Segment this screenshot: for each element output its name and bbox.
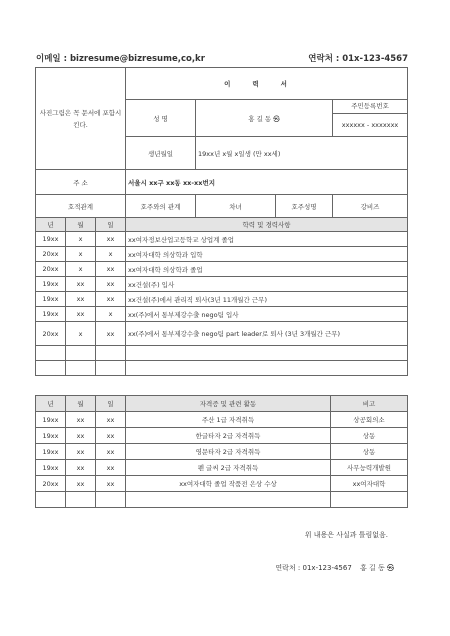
relation-label: 호주와의 관계: [126, 195, 196, 218]
certs-note: xx여자대학: [331, 476, 408, 492]
certs-empty-row: [36, 492, 408, 508]
certs-day: xx: [96, 460, 126, 476]
history-content: xx(주)에서 통부제강수출 nego팀 입사: [126, 307, 408, 322]
history-content: xx여자대학 의상학과 입학: [126, 247, 408, 262]
name-label: 성 명: [126, 100, 196, 137]
history-year: 19xx: [36, 292, 66, 307]
history-col-day: 일: [96, 218, 126, 232]
history-row: [36, 292, 408, 307]
certs-year: 19xx: [36, 428, 66, 444]
history-day: xx: [96, 292, 126, 307]
empty-cell: [96, 346, 126, 361]
header-email: 이메일 : bizresume@bizresume,co,kr: [36, 54, 205, 64]
photo-box: [36, 68, 126, 170]
history-col-year: 년: [36, 218, 66, 232]
empty-cell: [96, 492, 126, 508]
certs-content: xx여자대학 졸업 작품전 은상 수상: [126, 476, 331, 492]
certs-col-year: 년: [36, 396, 66, 412]
certs-year: 19xx: [36, 460, 66, 476]
head-label: 호주성명: [276, 195, 333, 218]
certs-day: xx: [96, 476, 126, 492]
resume-table: [35, 67, 408, 376]
certs-note: 사무능력개발원: [331, 460, 408, 476]
history-empty-row: [36, 361, 408, 376]
history-month: x: [66, 322, 96, 346]
certs-month: xx: [66, 428, 96, 444]
certs-content: 영문타자 2급 자격취득: [126, 444, 331, 460]
address-value: 서울시 xx구 xx동 xx-xx번지: [126, 170, 408, 195]
empty-cell: [36, 492, 66, 508]
history-row: [36, 307, 408, 322]
history-day: xx: [96, 322, 126, 346]
history-day: x: [96, 307, 126, 322]
history-year: 20xx: [36, 322, 66, 346]
certs-note: 상동: [331, 444, 408, 460]
head-value: 강비즈: [333, 195, 408, 218]
page-title: 이력서: [126, 68, 408, 100]
birth-value: 19xx년 x월 x일생 (만 xx세): [196, 137, 408, 170]
certs-note: 상동: [331, 428, 408, 444]
certs-row: [36, 428, 408, 444]
history-row: [36, 232, 408, 247]
certs-note: 상공회의소: [331, 412, 408, 428]
empty-cell: [66, 346, 96, 361]
photo-note: 사진그림은 꼭 문서에 포함시킨다.: [39, 108, 122, 129]
footer-contact: [269, 563, 394, 573]
certs-row: [36, 444, 408, 460]
certs-content: 주산 1급 자격취득: [126, 412, 331, 428]
certs-year: 19xx: [36, 412, 66, 428]
certs-month: xx: [66, 412, 96, 428]
certs-month: xx: [66, 460, 96, 476]
empty-cell: [126, 361, 408, 376]
footer-note: 위 내용은 사실과 틀림없음.: [304, 531, 388, 539]
certs-month: xx: [66, 476, 96, 492]
relation-value: 차녀: [196, 195, 276, 218]
history-year: 20xx: [36, 262, 66, 277]
certs-row: [36, 476, 408, 492]
history-day: x: [96, 247, 126, 262]
ssn-label: 주민등록번호: [333, 100, 407, 114]
address-label: 주 소: [36, 170, 126, 195]
empty-cell: [331, 492, 408, 508]
footer-signature: 홍 길 동 ㉿: [360, 564, 394, 572]
certs-day: xx: [96, 444, 126, 460]
certs-month: xx: [66, 444, 96, 460]
history-month: xx: [66, 292, 96, 307]
history-content: xx건설(주)에서 관리직 퇴사(3년 11개월간 근무): [126, 292, 408, 307]
history-year: 19xx: [36, 277, 66, 292]
history-col-content: 학력 및 경력사항: [126, 218, 408, 232]
certs-row: [36, 412, 408, 428]
history-content: xx(주)에서 통부제강수출 nego팀 part leader로 퇴사 (3년 3개월간 근무): [126, 322, 408, 346]
history-content: xx여자대학 의상학과 졸업: [126, 262, 408, 277]
name-value: 홍 길 동 ㉿: [196, 100, 333, 137]
certs-col-day: 일: [96, 396, 126, 412]
empty-cell: [126, 346, 408, 361]
history-col-month: 월: [66, 218, 96, 232]
history-month: x: [66, 262, 96, 277]
family-label: 호적관계: [36, 195, 126, 218]
history-content: xx건설(주) 입사: [126, 277, 408, 292]
certs-row: [36, 460, 408, 476]
history-content: xx여자정보산업고등학교 상업계 졸업: [126, 232, 408, 247]
history-month: x: [66, 247, 96, 262]
empty-cell: [96, 361, 126, 376]
header-contact: 연락처 : 01x-123-4567: [308, 54, 408, 64]
certs-content: 펜 글씨 2급 자격취득: [126, 460, 331, 476]
ssn-value: xxxxxx - xxxxxxx: [341, 121, 399, 129]
history-year: 19xx: [36, 232, 66, 247]
certs-table: [35, 395, 408, 508]
certs-col-month: 월: [66, 396, 96, 412]
history-empty-row: [36, 346, 408, 361]
certs-year: 20xx: [36, 476, 66, 492]
history-day: xx: [96, 262, 126, 277]
history-row: [36, 247, 408, 262]
empty-cell: [36, 361, 66, 376]
history-month: x: [66, 232, 96, 247]
history-month: xx: [66, 307, 96, 322]
footer-contact-number: 연락처 : 01x-123-4567: [275, 564, 352, 572]
history-day: xx: [96, 277, 126, 292]
empty-cell: [66, 361, 96, 376]
certs-day: xx: [96, 412, 126, 428]
birth-label: 생년월일: [126, 137, 196, 170]
empty-cell: [36, 346, 66, 361]
certs-col-note: 비고: [331, 396, 408, 412]
history-year: 20xx: [36, 247, 66, 262]
history-month: xx: [66, 277, 96, 292]
empty-cell: [126, 492, 331, 508]
ssn-cell: [333, 100, 408, 137]
history-year: 19xx: [36, 307, 66, 322]
history-day: xx: [96, 232, 126, 247]
empty-cell: [66, 492, 96, 508]
history-row: [36, 322, 408, 346]
history-row: [36, 277, 408, 292]
certs-content: 한글타자 2급 자격취득: [126, 428, 331, 444]
certs-day: xx: [96, 428, 126, 444]
certs-col-content: 자격증 및 관련 활동: [126, 396, 331, 412]
history-row: [36, 262, 408, 277]
certs-year: 19xx: [36, 444, 66, 460]
